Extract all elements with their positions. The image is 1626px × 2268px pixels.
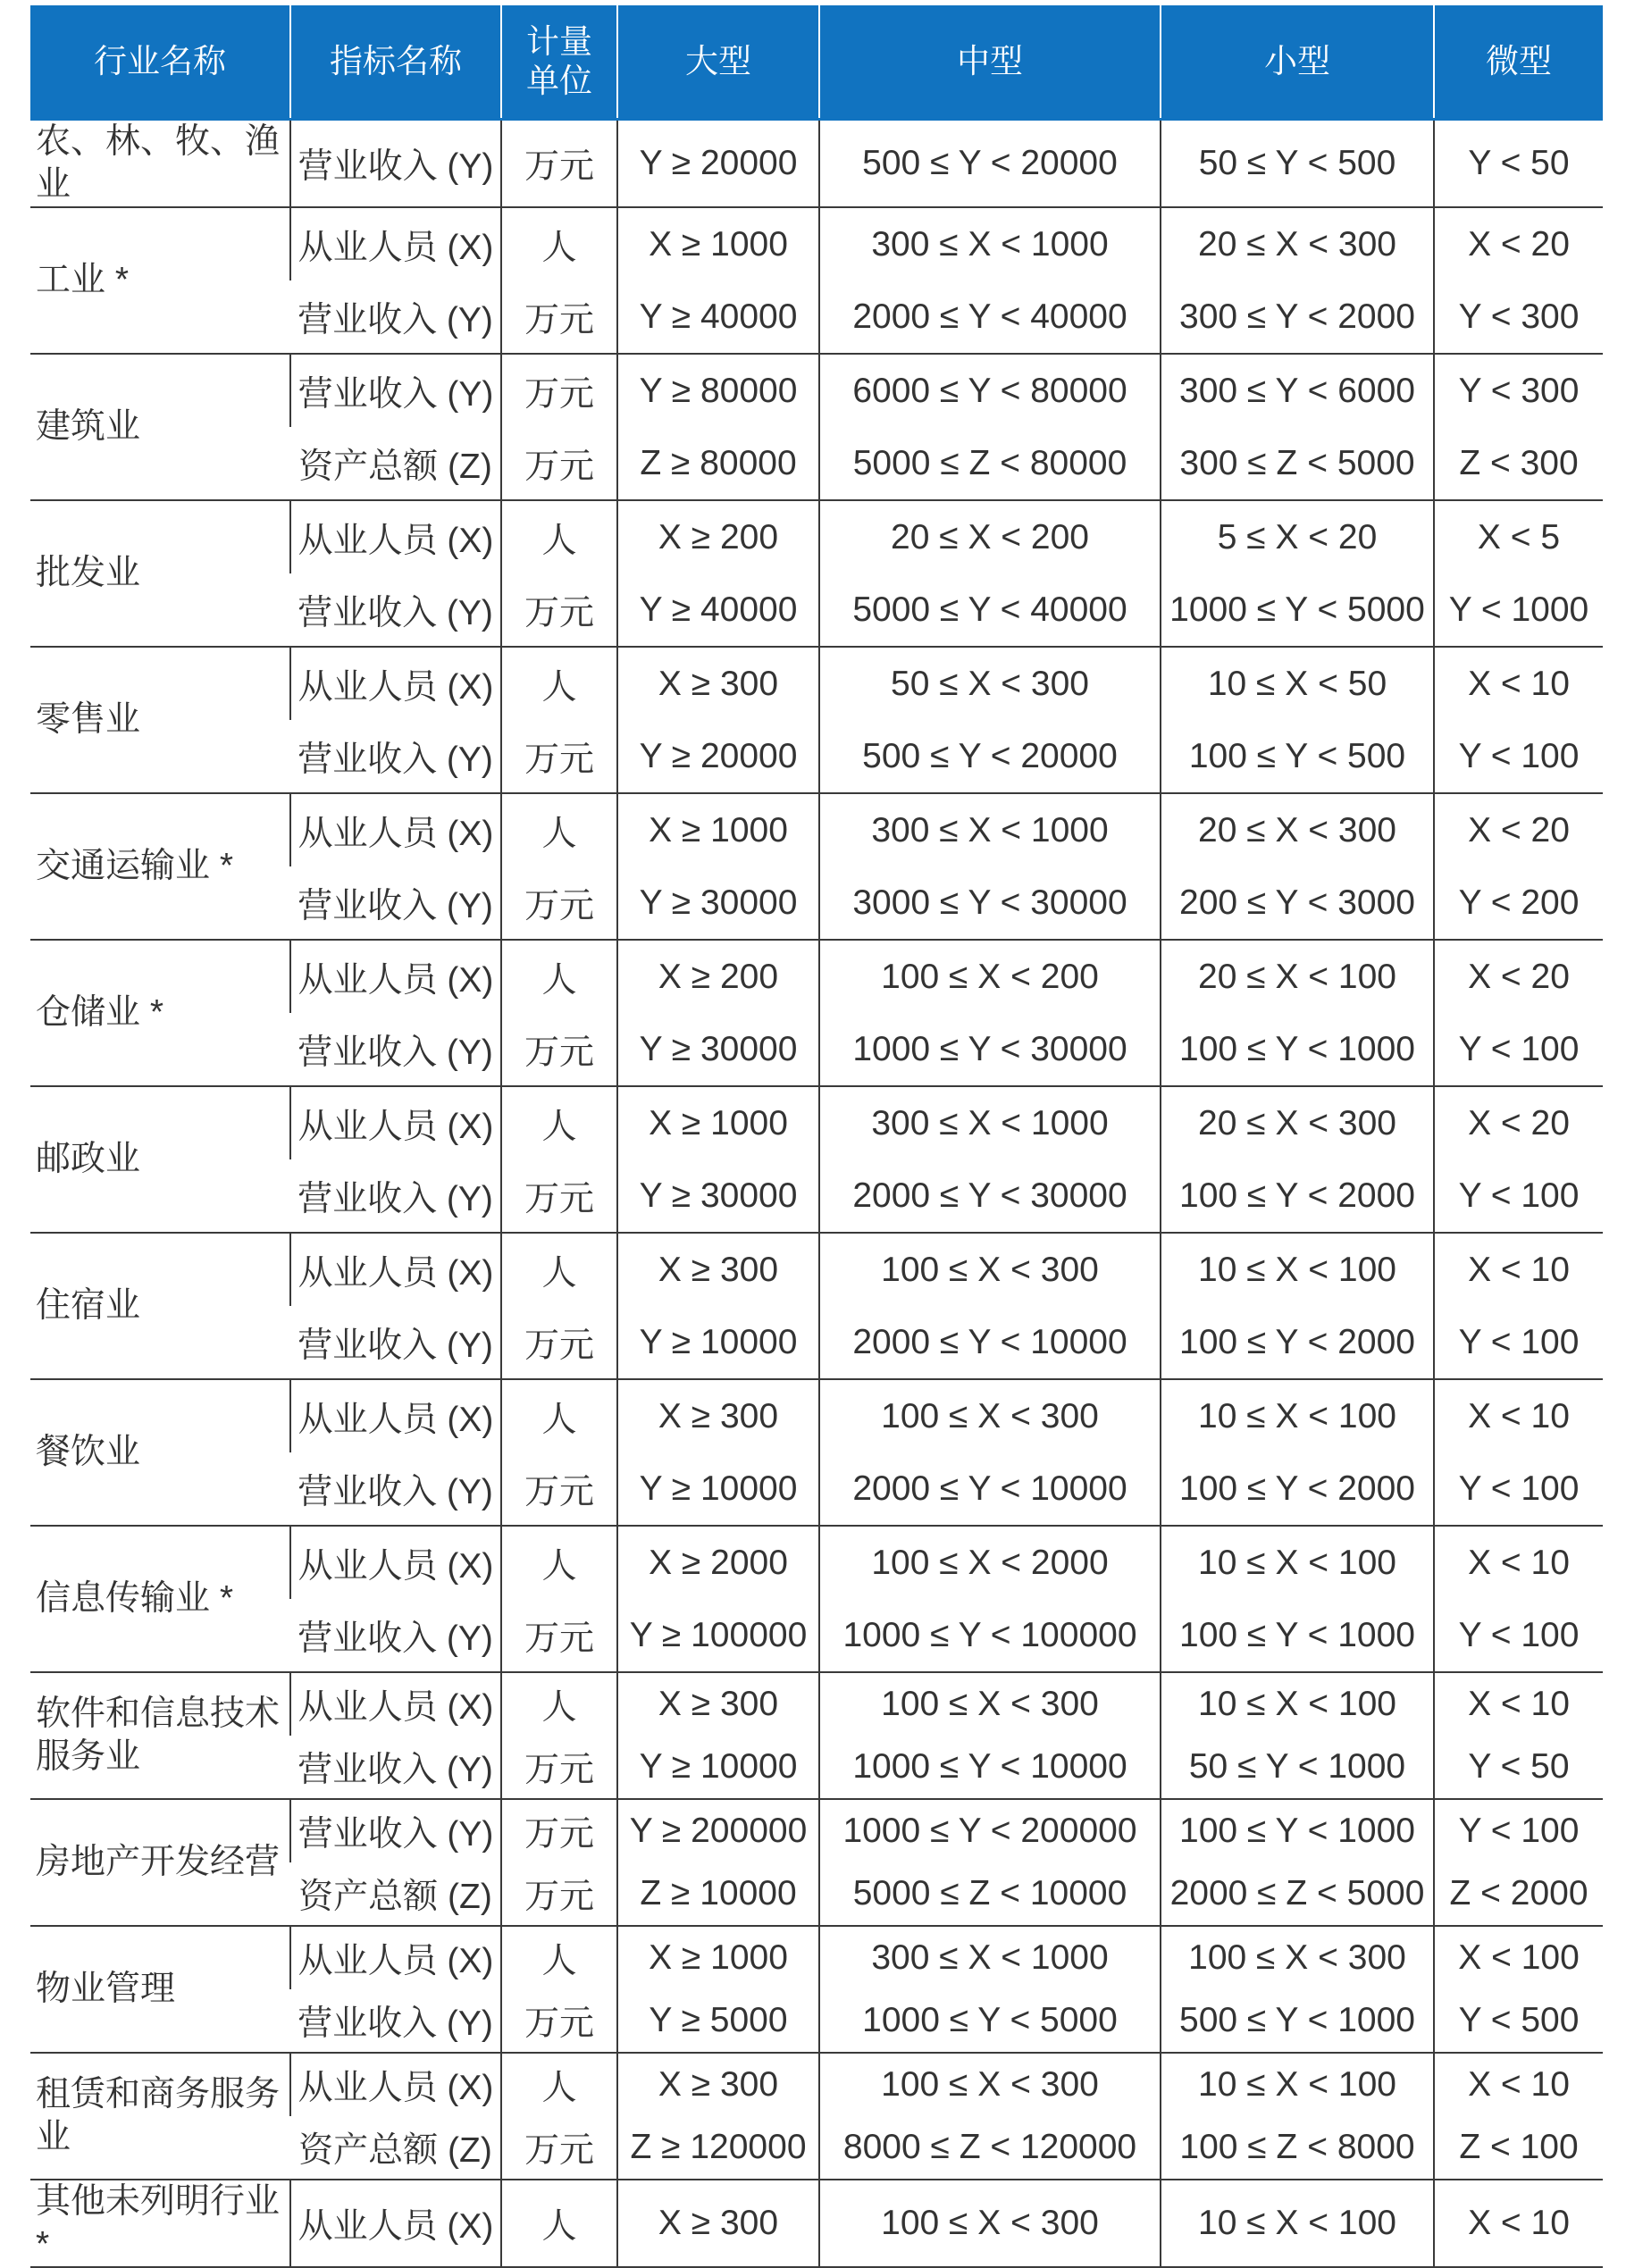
small-cell: 100 ≤ Y < 1000 [1161,1599,1434,1672]
micro-cell: X < 10 [1434,1526,1603,1599]
unit-cell: 万元 [501,1599,617,1672]
large-cell: Y ≥ 5000 [617,1989,819,2053]
small-cell: 10 ≤ X < 100 [1161,2053,1434,2116]
small-cell: 10 ≤ X < 100 [1161,1379,1434,1452]
large-cell: X ≥ 300 [617,2180,819,2267]
medium-cell: 300 ≤ X < 1000 [819,793,1161,866]
small-cell: 5 ≤ X < 20 [1161,500,1434,573]
unit-cell: 万元 [501,1159,617,1233]
micro-cell: X < 10 [1434,2053,1603,2116]
micro-cell: Y < 200 [1434,866,1603,940]
unit-cell: 人 [501,1926,617,1989]
indicator-cell: 营业收入 (Y) [290,1013,501,1086]
large-cell: Y ≥ 200000 [617,1799,819,1862]
small-cell: 20 ≤ X < 100 [1161,940,1434,1013]
medium-cell: 1000 ≤ Y < 5000 [819,1989,1161,2053]
small-cell: 10 ≤ X < 100 [1161,1526,1434,1599]
micro-cell: Y < 100 [1434,1452,1603,1526]
indicator-cell: 资产总额 (Z) [290,427,501,500]
unit-cell: 万元 [501,866,617,940]
micro-cell: Y < 100 [1434,1013,1603,1086]
medium-cell: 100 ≤ X < 300 [819,1672,1161,1736]
micro-cell: Z < 100 [1434,2116,1603,2180]
indicator-cell: 营业收入 (Y) [290,573,501,647]
micro-cell: X < 20 [1434,793,1603,866]
table-row [30,940,1603,1013]
micro-cell: Z < 300 [1434,427,1603,500]
medium-cell: 3000 ≤ Y < 30000 [819,866,1161,940]
large-cell: Y ≥ 40000 [617,573,819,647]
table-row [30,1086,1603,1159]
indicator-cell: 营业收入 (Y) [290,1452,501,1526]
indicator-cell: 从业人员 (X) [290,1379,501,1452]
table-row [30,1233,1603,1306]
small-cell: 100 ≤ Z < 8000 [1161,2116,1434,2180]
micro-cell: X < 100 [1434,1926,1603,1989]
large-cell: X ≥ 1000 [617,207,819,280]
indicator-cell: 营业收入 (Y) [290,1799,501,1862]
unit-cell: 人 [501,207,617,280]
indicator-cell: 营业收入 (Y) [290,1989,501,2053]
industry-name-cell: 信息传输业 * [30,1526,290,1672]
medium-cell: 1000 ≤ Y < 200000 [819,1799,1161,1862]
medium-cell: 100 ≤ X < 300 [819,2180,1161,2267]
industry-name-cell: 租赁和商务服务业 [30,2053,290,2180]
medium-cell: 2000 ≤ Y < 40000 [819,280,1161,354]
industry-name-cell: 房地产开发经营 [30,1799,290,1926]
large-cell: Y ≥ 10000 [617,1306,819,1379]
table-row [30,1799,1603,1862]
header-medium: 中型 [819,5,1161,120]
large-cell: Z ≥ 10000 [617,1862,819,1926]
micro-cell: X < 20 [1434,940,1603,1013]
indicator-cell: 从业人员 (X) [290,1233,501,1306]
small-cell: 100 ≤ Y < 1000 [1161,1013,1434,1086]
large-cell: Y ≥ 30000 [617,1159,819,1233]
large-cell: Y ≥ 30000 [617,866,819,940]
large-cell: Y ≥ 100000 [617,1599,819,1672]
unit-cell: 万元 [501,354,617,427]
unit-cell: 万元 [501,1989,617,2053]
micro-cell: Y < 500 [1434,1989,1603,2053]
small-cell: 100 ≤ Y < 500 [1161,720,1434,793]
micro-cell: X < 20 [1434,1086,1603,1159]
industry-name-cell: 软件和信息技术服务业 [30,1672,290,1799]
medium-cell: 1000 ≤ Y < 30000 [819,1013,1161,1086]
medium-cell: 5000 ≤ Z < 10000 [819,1862,1161,1926]
header-row [30,5,1603,120]
industry-name-cell: 农、林、牧、渔业 [30,120,290,208]
header-small: 小型 [1161,5,1434,120]
header-large: 大型 [617,5,819,120]
unit-cell: 万元 [501,120,617,208]
micro-cell: X < 10 [1434,647,1603,720]
unit-cell: 人 [501,793,617,866]
medium-cell: 500 ≤ Y < 20000 [819,720,1161,793]
industry-name-cell: 物业管理 [30,1926,290,2053]
small-cell: 1000 ≤ Y < 5000 [1161,573,1434,647]
small-cell: 20 ≤ X < 300 [1161,793,1434,866]
indicator-cell: 从业人员 (X) [290,940,501,1013]
small-cell: 10 ≤ X < 100 [1161,1233,1434,1306]
industry-name-cell: 建筑业 [30,354,290,500]
table-header [30,5,1603,120]
indicator-cell: 从业人员 (X) [290,647,501,720]
header-indicator: 指标名称 [290,5,501,120]
table-row [30,1672,1603,1736]
header-micro: 微型 [1434,5,1603,120]
large-cell: X ≥ 1000 [617,793,819,866]
unit-cell: 万元 [501,1736,617,1799]
table-row [30,1926,1603,1989]
unit-cell: 万元 [501,1799,617,1862]
unit-cell: 人 [501,1672,617,1736]
industry-name-cell: 批发业 [30,500,290,647]
header-unit [501,5,617,120]
table-row [30,2053,1603,2116]
table-row [30,793,1603,866]
medium-cell: 300 ≤ X < 1000 [819,1926,1161,1989]
medium-cell: 1000 ≤ Y < 100000 [819,1599,1161,1672]
medium-cell: 500 ≤ Y < 20000 [819,120,1161,208]
medium-cell: 100 ≤ X < 200 [819,940,1161,1013]
micro-cell: Y < 100 [1434,720,1603,793]
indicator-cell: 营业收入 (Y) [290,1736,501,1799]
unit-cell: 人 [501,500,617,573]
large-cell: Y ≥ 40000 [617,280,819,354]
unit-cell: 万元 [501,1306,617,1379]
large-cell: Z ≥ 80000 [617,427,819,500]
small-cell: 100 ≤ Y < 2000 [1161,1306,1434,1379]
industry-name-cell: 餐饮业 [30,1379,290,1526]
indicator-cell: 营业收入 (Y) [290,354,501,427]
size-classification-table-container [30,5,1603,2268]
micro-cell: X < 10 [1434,1233,1603,1306]
medium-cell: 50 ≤ X < 300 [819,647,1161,720]
medium-cell: 20 ≤ X < 200 [819,500,1161,573]
large-cell: X ≥ 300 [617,1379,819,1452]
large-cell: X ≥ 2000 [617,1526,819,1599]
unit-cell: 万元 [501,280,617,354]
indicator-cell: 营业收入 (Y) [290,1159,501,1233]
large-cell: X ≥ 300 [617,2053,819,2116]
micro-cell: X < 10 [1434,2180,1603,2267]
medium-cell: 100 ≤ X < 300 [819,1379,1161,1452]
industry-name-cell: 工业 * [30,207,290,354]
industry-name-cell: 其他未列明行业 * [30,2180,290,2267]
small-cell: 50 ≤ Y < 500 [1161,120,1434,208]
small-cell: 100 ≤ Y < 2000 [1161,1159,1434,1233]
micro-cell: Y < 1000 [1434,573,1603,647]
micro-cell: Y < 100 [1434,1799,1603,1862]
micro-cell: Y < 50 [1434,120,1603,208]
medium-cell: 100 ≤ X < 2000 [819,1526,1161,1599]
size-classification-table [30,5,1603,2268]
industry-name-cell: 零售业 [30,647,290,793]
indicator-cell: 从业人员 (X) [290,1926,501,1989]
medium-cell: 2000 ≤ Y < 30000 [819,1159,1161,1233]
header-industry: 行业名称 [30,5,290,120]
indicator-cell: 从业人员 (X) [290,2180,501,2267]
small-cell: 10 ≤ X < 50 [1161,647,1434,720]
unit-cell: 万元 [501,1013,617,1086]
small-cell: 300 ≤ Y < 2000 [1161,280,1434,354]
indicator-cell: 营业收入 (Y) [290,720,501,793]
micro-cell: X < 10 [1434,1672,1603,1736]
small-cell: 2000 ≤ Z < 5000 [1161,1862,1434,1926]
indicator-cell: 资产总额 (Z) [290,2116,501,2180]
unit-cell: 万元 [501,427,617,500]
micro-cell: X < 10 [1434,1379,1603,1452]
indicator-cell: 资产总额 (Z) [290,1862,501,1926]
indicator-cell: 从业人员 (X) [290,1086,501,1159]
unit-cell: 万元 [501,573,617,647]
unit-cell: 人 [501,2180,617,2267]
small-cell: 100 ≤ Y < 2000 [1161,1452,1434,1526]
industry-name-cell: 仓储业 * [30,940,290,1086]
medium-cell: 6000 ≤ Y < 80000 [819,354,1161,427]
micro-cell: Y < 300 [1434,354,1603,427]
unit-cell: 万元 [501,720,617,793]
unit-cell: 人 [501,1086,617,1159]
indicator-cell: 营业收入 (Y) [290,866,501,940]
medium-cell: 1000 ≤ Y < 10000 [819,1736,1161,1799]
table-body [30,120,1603,2268]
micro-cell: Z < 2000 [1434,1862,1603,1926]
large-cell: Z ≥ 120000 [617,2116,819,2180]
table-row [30,1379,1603,1452]
medium-cell: 5000 ≤ Z < 80000 [819,427,1161,500]
micro-cell: Y < 100 [1434,1159,1603,1233]
small-cell: 300 ≤ Y < 6000 [1161,354,1434,427]
medium-cell: 100 ≤ X < 300 [819,2053,1161,2116]
large-cell: Y ≥ 20000 [617,720,819,793]
industry-name-cell: 交通运输业 * [30,793,290,940]
large-cell: X ≥ 200 [617,940,819,1013]
unit-cell: 万元 [501,1862,617,1926]
micro-cell: X < 20 [1434,207,1603,280]
small-cell: 100 ≤ X < 300 [1161,1926,1434,1989]
unit-cell: 人 [501,1379,617,1452]
medium-cell: 8000 ≤ Z < 120000 [819,2116,1161,2180]
industry-name-cell: 住宿业 [30,1233,290,1379]
indicator-cell: 从业人员 (X) [290,1526,501,1599]
table-row [30,207,1603,280]
table-row [30,2180,1603,2267]
micro-cell: Y < 50 [1434,1736,1603,1799]
medium-cell: 2000 ≤ Y < 10000 [819,1306,1161,1379]
table-row [30,354,1603,427]
small-cell: 10 ≤ X < 100 [1161,1672,1434,1736]
indicator-cell: 从业人员 (X) [290,500,501,573]
indicator-cell: 从业人员 (X) [290,207,501,280]
large-cell: X ≥ 1000 [617,1086,819,1159]
micro-cell: Y < 100 [1434,1306,1603,1379]
table-row [30,120,1603,208]
unit-cell: 人 [501,2053,617,2116]
unit-cell: 人 [501,647,617,720]
large-cell: Y ≥ 10000 [617,1452,819,1526]
medium-cell: 300 ≤ X < 1000 [819,207,1161,280]
medium-cell: 100 ≤ X < 300 [819,1233,1161,1306]
large-cell: Y ≥ 10000 [617,1736,819,1799]
medium-cell: 5000 ≤ Y < 40000 [819,573,1161,647]
indicator-cell: 从业人员 (X) [290,793,501,866]
large-cell: X ≥ 1000 [617,1926,819,1989]
large-cell: X ≥ 300 [617,647,819,720]
header-unit-label: 计量单位 [526,22,592,100]
large-cell: Y ≥ 80000 [617,354,819,427]
indicator-cell: 营业收入 (Y) [290,280,501,354]
small-cell: 20 ≤ X < 300 [1161,207,1434,280]
unit-cell: 人 [501,940,617,1013]
unit-cell: 人 [501,1526,617,1599]
table-row [30,647,1603,720]
large-cell: X ≥ 300 [617,1672,819,1736]
small-cell: 100 ≤ Y < 1000 [1161,1799,1434,1862]
small-cell: 300 ≤ Z < 5000 [1161,427,1434,500]
large-cell: Y ≥ 20000 [617,120,819,208]
micro-cell: Y < 100 [1434,1599,1603,1672]
indicator-cell: 营业收入 (Y) [290,1306,501,1379]
small-cell: 10 ≤ X < 100 [1161,2180,1434,2267]
unit-cell: 万元 [501,1452,617,1526]
table-row [30,1526,1603,1599]
large-cell: X ≥ 300 [617,1233,819,1306]
unit-cell: 人 [501,1233,617,1306]
indicator-cell: 营业收入 (Y) [290,120,501,208]
industry-name-cell: 邮政业 [30,1086,290,1233]
small-cell: 200 ≤ Y < 3000 [1161,866,1434,940]
small-cell: 50 ≤ Y < 1000 [1161,1736,1434,1799]
medium-cell: 2000 ≤ Y < 10000 [819,1452,1161,1526]
indicator-cell: 从业人员 (X) [290,2053,501,2116]
small-cell: 20 ≤ X < 300 [1161,1086,1434,1159]
small-cell: 500 ≤ Y < 1000 [1161,1989,1434,2053]
large-cell: X ≥ 200 [617,500,819,573]
table-row [30,500,1603,573]
micro-cell: X < 5 [1434,500,1603,573]
micro-cell: Y < 300 [1434,280,1603,354]
indicator-cell: 从业人员 (X) [290,1672,501,1736]
large-cell: Y ≥ 30000 [617,1013,819,1086]
unit-cell: 万元 [501,2116,617,2180]
medium-cell: 300 ≤ X < 1000 [819,1086,1161,1159]
indicator-cell: 营业收入 (Y) [290,1599,501,1672]
